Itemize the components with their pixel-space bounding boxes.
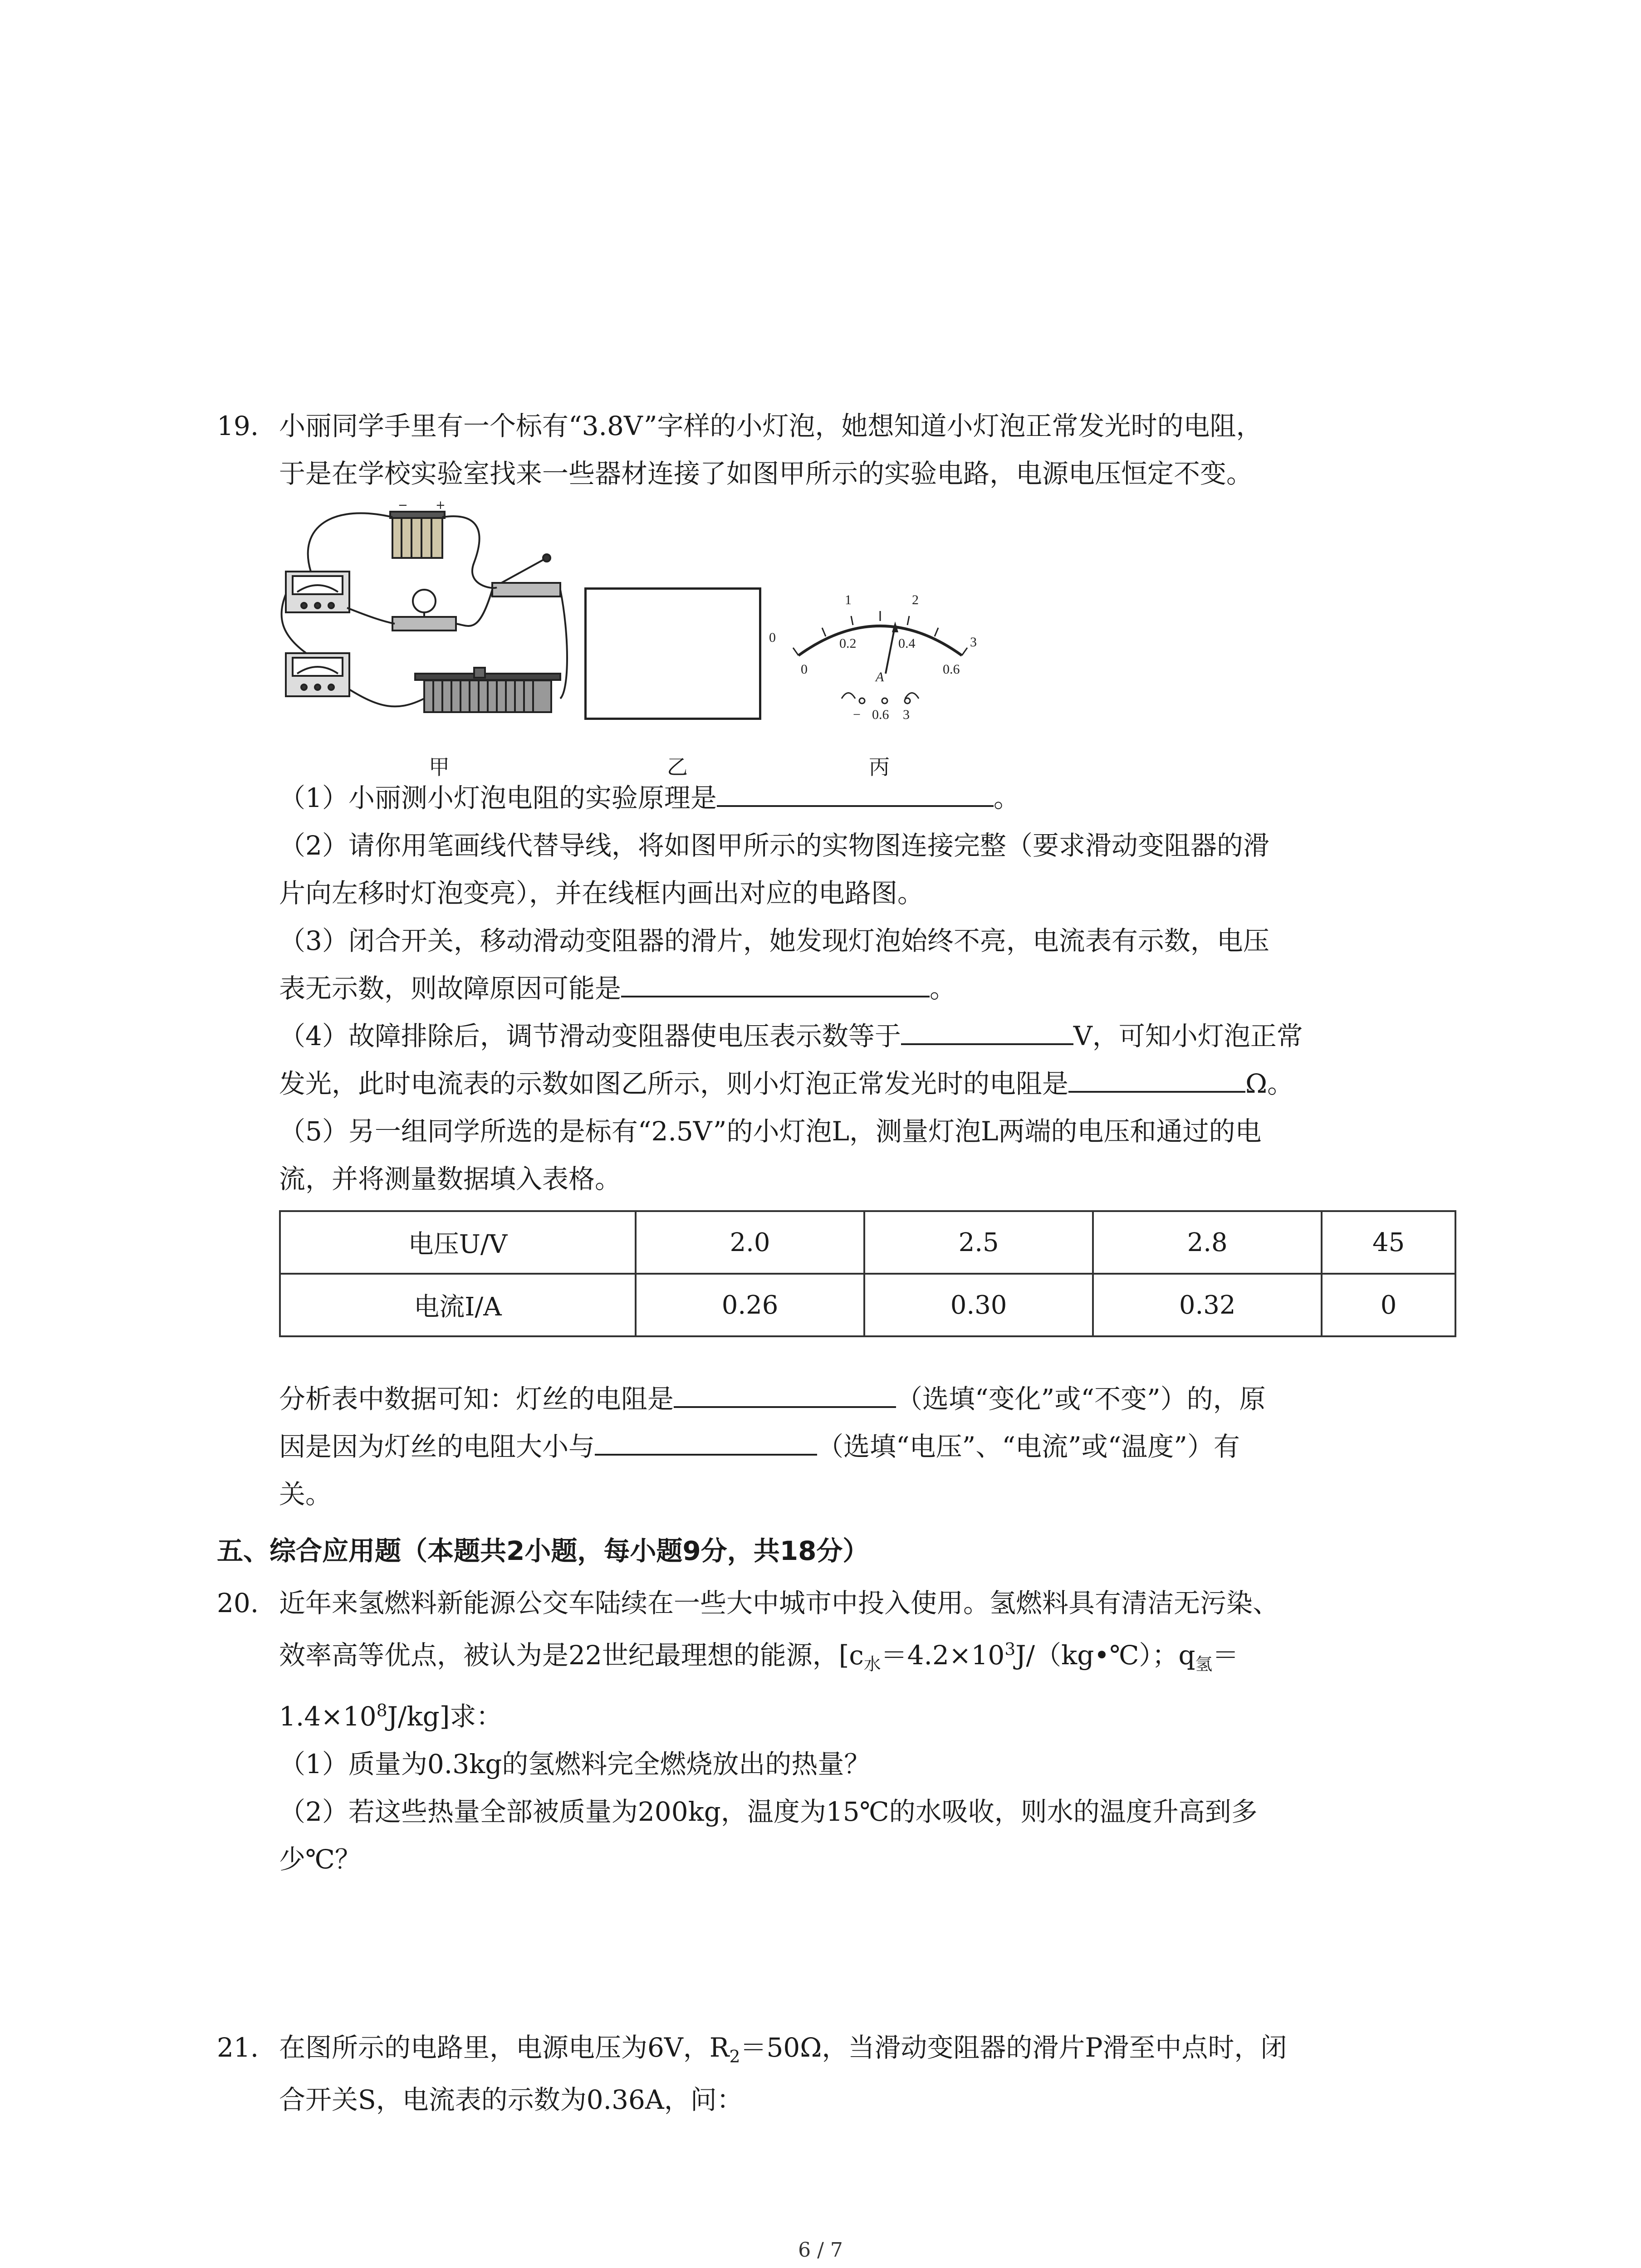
meter-top-tick-1: 1 — [845, 592, 852, 607]
meter-bottom-zero: 0 — [801, 662, 808, 677]
q19-number: 19. — [217, 411, 259, 441]
q19-part4-resistance-blank[interactable] — [1068, 1066, 1245, 1093]
meter-bottom-tick-1: 0.2 — [839, 636, 857, 651]
q19-part1-end: 。 — [993, 782, 1020, 814]
q19-part3-text: 表无示数，则故障原因可能是 — [279, 973, 622, 1004]
q20-sup-3: 3 — [1004, 1639, 1016, 1659]
q19-part2-line2: 片向左移时灯泡变亮），并在线框内画出对应的电路图。 — [279, 878, 924, 909]
caption-yi: 乙 — [667, 755, 688, 779]
q20-number: 20. — [217, 1588, 259, 1618]
table-cell: 2.5 — [864, 1211, 1093, 1274]
q21-stem-line1 — [279, 2030, 1287, 2068]
q20-text-e: 1.4×10 — [279, 1701, 377, 1732]
q20-sub-water: 水 — [863, 1654, 881, 1674]
table-cell: 电压U/V — [280, 1211, 636, 1274]
meter-bottom-tick-3: 0.6 — [943, 662, 960, 677]
q19-part4-line1 — [279, 1018, 1303, 1054]
table-cell: 0.26 — [636, 1274, 864, 1336]
table-row-voltage — [280, 1211, 1455, 1274]
page-number: 6 / 7 — [798, 2239, 843, 2262]
meter-top-tick-2: 2 — [912, 592, 919, 607]
q21-text-b: ＝50Ω，当滑动变阻器的滑片P滑至中点时，闭 — [740, 2032, 1287, 2063]
q19-stem-line1: 小丽同学手里有一个标有“3.8V”字样的小灯泡，她想知道小灯泡正常发光时的电阻， — [279, 411, 1263, 441]
caption-jia: 甲 — [429, 755, 450, 779]
q19-part3-blank[interactable] — [621, 971, 930, 997]
q19-part4-text: （4）故障排除后，调节滑动变阻器使电压表示数等于 — [279, 1021, 901, 1052]
q19-part5-line1: （5）另一组同学所选的是标有“2.5V”的小灯泡L，测量灯泡L两端的电压和通过的电 — [279, 1116, 1262, 1147]
table-cell: 2.0 — [636, 1211, 864, 1274]
q19-part4b-end: Ω。 — [1245, 1068, 1294, 1100]
q19-analysis-d: （选填“电压”、“电流”或“温度”）有 — [817, 1431, 1240, 1462]
q19-analysis-blank2[interactable] — [595, 1429, 817, 1456]
q19-part2-line1: （2）请你用笔画线代替导线，将如图甲所示的实物图连接完整（要求滑动变阻器的滑 — [279, 830, 1269, 861]
q19-part4b-text: 发光，此时电流表的示数如图乙所示，则小灯泡正常发光时的电阻是 — [279, 1068, 1069, 1100]
q20-stem-line1: 近年来氢燃料新能源公交车陆续在一些大中城市中投入使用。氢燃料具有清洁无污染、 — [279, 1588, 1279, 1618]
q20-text-a: 效率高等优点，被认为是22世纪最理想的能源，[c — [279, 1640, 864, 1671]
q19-analysis-b: （选填“变化”或“不变”）的，原 — [896, 1383, 1266, 1415]
q20-text-b: ＝4.2×10 — [881, 1640, 1005, 1671]
q20-part2-line2: 少℃？ — [279, 1844, 361, 1875]
q19-part1 — [279, 780, 1020, 816]
q21-stem-line2: 合开关S，电流表的示数为0.36A，问： — [279, 2084, 743, 2115]
table-row-current — [280, 1274, 1455, 1336]
q20-stem-line2 — [279, 1637, 1239, 1676]
meter-terminal-3: 3 — [903, 707, 910, 721]
meter-left-zero: 0 — [769, 630, 776, 645]
q20-text-f: J/kg]求： — [387, 1701, 503, 1732]
q19-analysis-a: 分析表中数据可知：灯丝的电阻是 — [279, 1383, 674, 1415]
measurement-table — [279, 1210, 1456, 1337]
q19-analysis-blank1[interactable] — [674, 1381, 896, 1408]
svg-text:+: + — [436, 499, 446, 512]
q19-part1-blank[interactable] — [717, 780, 994, 807]
figure-jia-circuit — [279, 499, 574, 735]
q20-text-c: J/（kg•℃）；q — [1015, 1640, 1195, 1671]
q19-analysis-line3: 关。 — [279, 1479, 332, 1510]
meter-terminal-neg: − — [853, 707, 861, 721]
meter-top-tick-3: 3 — [970, 635, 977, 650]
q20-part2-line1: （2）若这些热量全部被质量为200kg，温度为15℃的水吸收，则水的温度升高到多 — [279, 1796, 1258, 1827]
q19-part4-line2 — [279, 1066, 1293, 1101]
q19-part3-end: 。 — [930, 973, 956, 1004]
figure-yi-box — [584, 587, 761, 720]
q19-part1-text: （1）小丽测小灯泡电阻的实验原理是 — [279, 782, 717, 814]
q20-text-d: ＝ — [1212, 1640, 1239, 1671]
q19-analysis-c: 因是因为灯丝的电阻大小与 — [279, 1431, 595, 1462]
figure-bing-ammeter — [767, 576, 1003, 721]
table-cell: 0.32 — [1093, 1274, 1322, 1336]
q20-part1: （1）质量为0.3kg的氢燃料完全燃烧放出的热量？ — [279, 1749, 871, 1779]
q20-stem-line3 — [279, 1699, 502, 1734]
q19-part3-line2 — [279, 971, 956, 1006]
svg-text:−: − — [398, 499, 408, 512]
q19-analysis-line2 — [279, 1429, 1240, 1464]
meter-bottom-tick-2: 0.4 — [898, 636, 916, 651]
q21-text-a: 在图所示的电路里，电源电压为6V，R — [279, 2032, 730, 2063]
q19-part4-voltage-blank[interactable] — [901, 1018, 1073, 1045]
q19-analysis-line1 — [279, 1381, 1266, 1417]
table-cell: 2.8 — [1093, 1211, 1322, 1274]
q21-number: 21. — [217, 2032, 259, 2063]
q19-part3-line1: （3）闭合开关，移动滑动变阻器的滑片，她发现灯泡始终不亮，电流表有示数，电压 — [279, 925, 1269, 956]
table-cell: 0 — [1322, 1274, 1455, 1336]
q20-sup-8: 8 — [376, 1700, 387, 1721]
meter-unit: A — [876, 670, 884, 684]
meter-terminal-06: 0.6 — [872, 707, 889, 721]
q21-sub-2: 2 — [729, 2046, 740, 2067]
q19-part5-line2: 流，并将测量数据填入表格。 — [279, 1163, 622, 1194]
caption-bing: 丙 — [869, 755, 890, 779]
section-five-heading: 五、综合应用题（本题共2小题，每小题9分，共18分） — [217, 1535, 869, 1566]
q20-sub-hydrogen: 氢 — [1195, 1654, 1213, 1674]
table-cell: 45 — [1322, 1211, 1455, 1274]
table-cell: 0.30 — [864, 1274, 1093, 1336]
q19-stem-line2: 于是在学校实验室找来一些器材连接了如图甲所示的实验电路，电源电压恒定不变。 — [279, 458, 1253, 489]
q19-part4-end: V，可知小灯泡正常 — [1073, 1021, 1303, 1052]
table-cell: 电流I/A — [280, 1274, 636, 1336]
